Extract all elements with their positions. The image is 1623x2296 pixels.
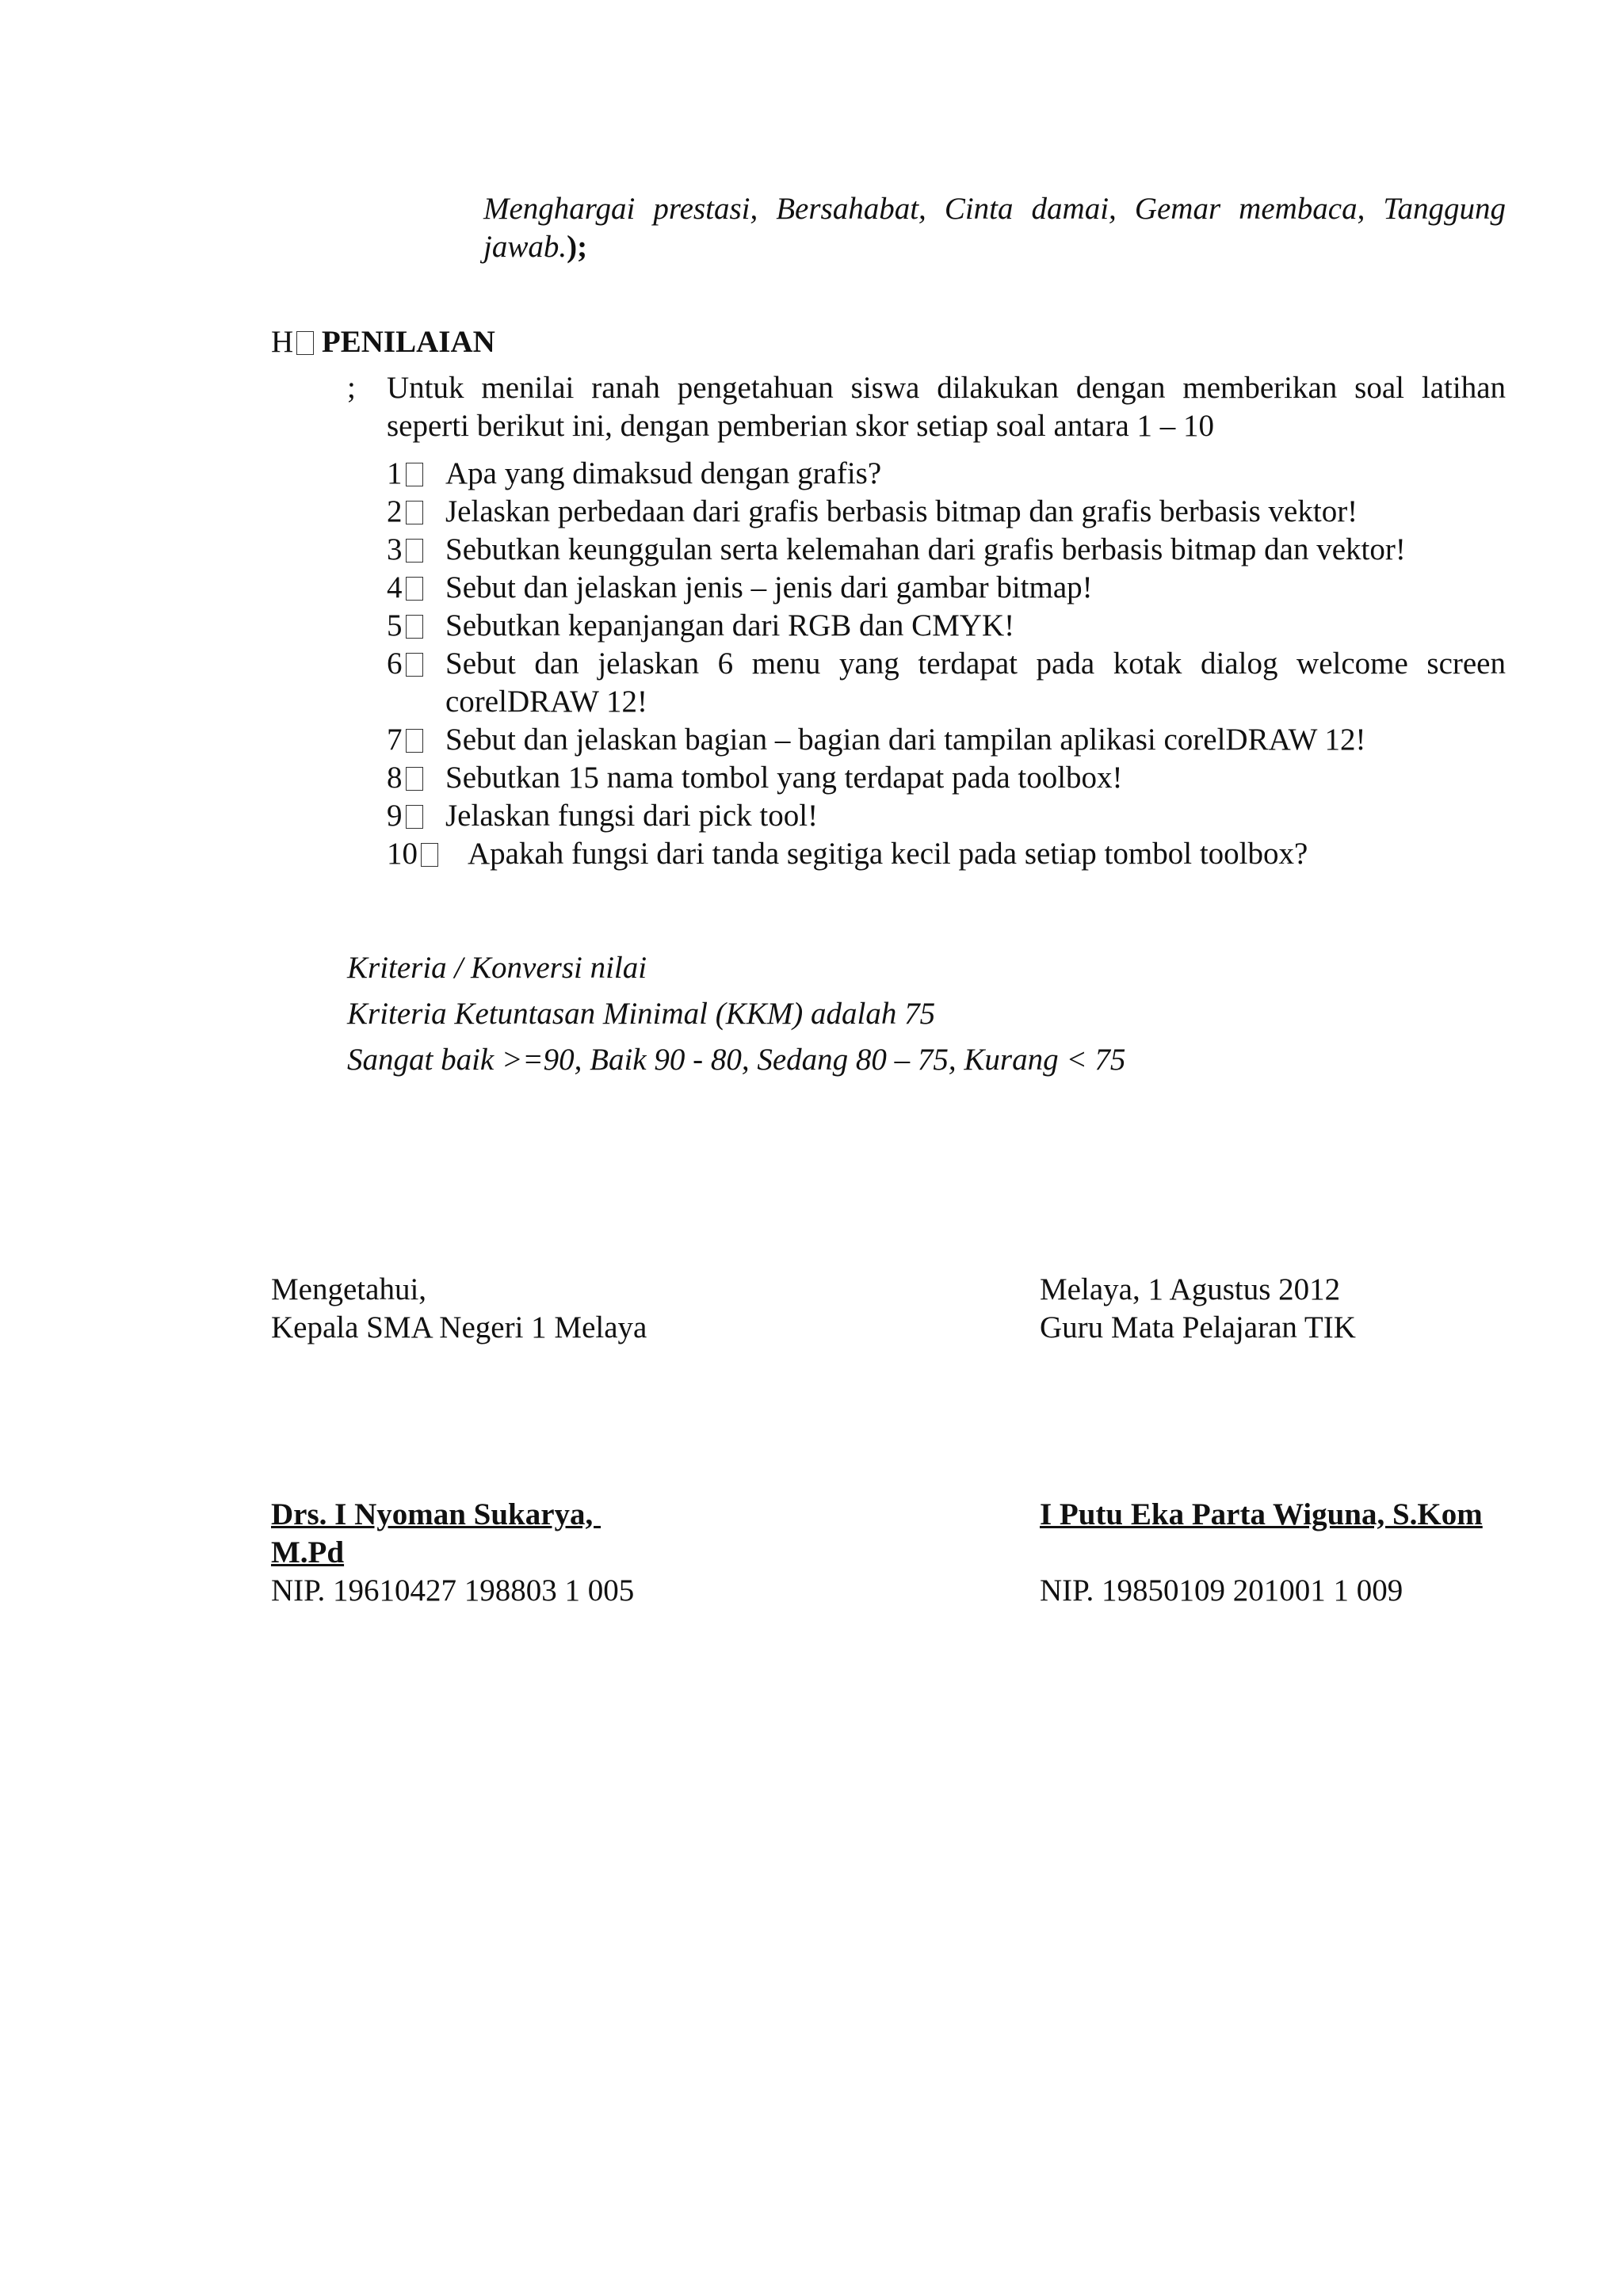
question-text: Sebutkan keunggulan serta kelemahan dari grafis berbasis bitmap dan vektor! bbox=[445, 532, 1406, 566]
question-number-text: 4 bbox=[387, 570, 403, 605]
question-number bbox=[387, 645, 423, 683]
sig-right-line-2: Guru Mata Pelajaran TIK bbox=[1040, 1310, 1356, 1344]
missing-glyph-icon bbox=[406, 463, 423, 486]
question-number-text: 9 bbox=[387, 799, 403, 833]
section-heading bbox=[271, 323, 495, 361]
sig-right-name: I Putu Eka Parta Wiguna, S.Kom bbox=[1040, 1497, 1483, 1531]
intro-line-2-text: jawab. bbox=[483, 230, 567, 264]
criteria-line-1: Kriteria / Konversi nilai bbox=[347, 951, 647, 985]
missing-glyph-icon bbox=[406, 729, 423, 753]
question-text: Jelaskan perbedaan dari grafis berbasis bitmap dan grafis berbasis vektor! bbox=[445, 494, 1358, 528]
bullet-line-1: Untuk menilai ranah pengetahuan siswa dilakukan dengan memberikan soal latihan bbox=[387, 371, 1506, 405]
question-number-text: 5 bbox=[387, 608, 403, 643]
question-text: Sebut dan jelaskan 6 menu yang terdapat pada kotak dialog welcome screen bbox=[445, 646, 1506, 681]
question-number bbox=[387, 835, 438, 873]
question-number bbox=[387, 531, 423, 569]
missing-glyph-icon bbox=[406, 767, 423, 791]
section-title: PENILAIAN bbox=[321, 325, 495, 359]
missing-glyph-icon bbox=[421, 843, 438, 867]
sig-right-nip: NIP. 19850109 201001 1 009 bbox=[1040, 1573, 1403, 1608]
question-text: Sebut dan jelaskan bagian – bagian dari tampilan aplikasi corelDRAW 12! bbox=[445, 723, 1366, 757]
missing-glyph-icon bbox=[296, 331, 314, 355]
question-number-text: 7 bbox=[387, 723, 403, 757]
intro-line-2-end: ); bbox=[567, 230, 588, 264]
question-number bbox=[387, 721, 423, 759]
question-number bbox=[387, 493, 423, 531]
question-number bbox=[387, 569, 423, 607]
sig-left-line-2: Kepala SMA Negeri 1 Melaya bbox=[271, 1310, 647, 1344]
question-text: Jelaskan fungsi dari pick tool! bbox=[445, 799, 819, 833]
missing-glyph-icon bbox=[406, 653, 423, 677]
question-number-text: 10 bbox=[387, 837, 418, 871]
question-text: Sebutkan 15 nama tombol yang terdapat pada toolbox! bbox=[445, 761, 1123, 795]
sig-left-line-1: Mengetahui, bbox=[271, 1272, 427, 1306]
question-number bbox=[387, 607, 423, 645]
missing-glyph-icon bbox=[406, 501, 423, 524]
missing-glyph-icon bbox=[406, 577, 423, 601]
question-text: Sebutkan kepanjangan dari RGB dan CMYK! bbox=[445, 608, 1015, 643]
question-number bbox=[387, 797, 423, 835]
question-text: Sebut dan jelaskan jenis – jenis dari gambar bitmap! bbox=[445, 570, 1093, 605]
sig-right-line-1: Melaya, 1 Agustus 2012 bbox=[1040, 1272, 1341, 1306]
missing-glyph-icon bbox=[406, 615, 423, 639]
question-text: Apakah fungsi dari tanda segitiga kecil pada setiap tombol toolbox? bbox=[468, 837, 1308, 871]
question-number bbox=[387, 759, 423, 797]
intro-line-1: Menghargai prestasi, Bersahabat, Cinta damai, Gemar membaca, Tanggung bbox=[483, 192, 1506, 226]
intro-paragraph bbox=[483, 190, 1506, 266]
intro-line-2 bbox=[483, 228, 1506, 266]
question-text: Apa yang dimaksud dengan grafis? bbox=[445, 456, 882, 490]
criteria-line-2: Kriteria Ketuntasan Minimal (KKM) adalah 75 bbox=[347, 997, 936, 1031]
criteria-line-3: Sangat baik >=90, Baik 90 - 80, Sedang 80 – 75, Kurang < 75 bbox=[347, 1043, 1126, 1077]
question-number-text: 3 bbox=[387, 532, 403, 566]
section-marker: H bbox=[271, 325, 294, 359]
bullet-line-2: seperti berikut ini, dengan pemberian skor setiap soal antara 1 – 10 bbox=[387, 409, 1215, 443]
question-number-text: 1 bbox=[387, 456, 403, 490]
question-text-continued: corelDRAW 12! bbox=[445, 685, 648, 719]
question-number bbox=[387, 455, 423, 493]
question-number-text: 2 bbox=[387, 494, 403, 528]
question-number-text: 6 bbox=[387, 646, 403, 681]
sig-left-name-1: Drs. I Nyoman Sukarya, bbox=[271, 1497, 601, 1531]
question-number-text: 8 bbox=[387, 761, 403, 795]
bullet-symbol: ; bbox=[347, 371, 356, 405]
bullet-paragraph bbox=[387, 369, 1506, 445]
missing-glyph-icon bbox=[406, 539, 423, 563]
sig-left-name-2: M.Pd bbox=[271, 1535, 345, 1569]
missing-glyph-icon bbox=[406, 805, 423, 829]
sig-left-nip: NIP. 19610427 198803 1 005 bbox=[271, 1573, 635, 1608]
